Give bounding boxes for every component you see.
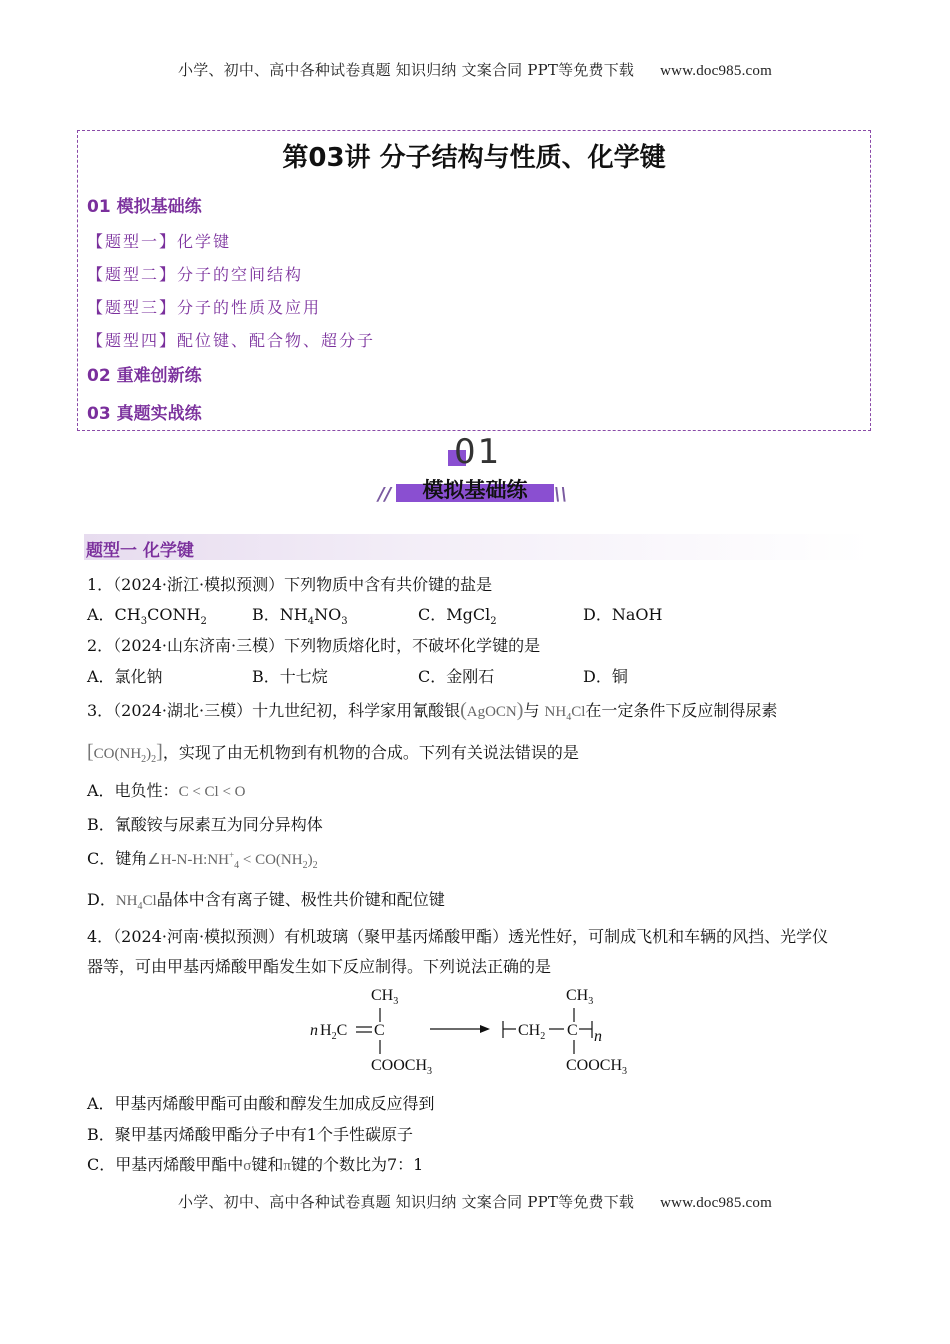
polymer-c: C [567, 1022, 578, 1039]
section-number: 01 [454, 432, 502, 472]
question-2-stem: 2．（2024·山东济南·三模）下列物质熔化时，不破坏化学键的是 [87, 636, 541, 655]
monomer-n: n [310, 1022, 318, 1039]
q2-option-c: C．金刚石 [418, 667, 495, 686]
monomer-ch3: $CH_3$ [371, 987, 399, 1007]
monomer-cooch3: $COOCH_3$ [371, 1057, 433, 1076]
q2-option-d: D．铜 [583, 667, 628, 686]
q3-option-d: D．$NH_4Cl$晶体中含有离子键、极性共价键和配位键 [87, 890, 445, 912]
toc-section-3: 03 真题实战练 [87, 404, 202, 424]
toc-title: 第03讲 分子结构与性质、化学键 [282, 143, 666, 173]
footer-url: www.doc985.com [660, 1195, 772, 1211]
polymer-cooch3: $COOCH_3$ [566, 1057, 628, 1076]
section-label: 模拟基础练 [422, 478, 528, 502]
q2-option-b: B．十七烷 [252, 667, 328, 686]
header-text: 小学、初中、高中各种试卷真题 知识归纳 文案合同 PPT等免费下载 [178, 61, 635, 79]
footer-text: 小学、初中、高中各种试卷真题 知识归纳 文案合同 PPT等免费下载 [178, 1193, 635, 1211]
polymer-ch3: $CH_3$ [566, 987, 594, 1007]
q1-option-b: B．$NH_4NO_3$ [252, 605, 348, 628]
polymerization-equation [300, 978, 640, 1076]
slash-left-icon: // [378, 484, 392, 505]
q2-option-a: A．氯化钠 [87, 667, 163, 686]
arrow-head-icon [480, 1025, 490, 1033]
page-header [0, 59, 950, 80]
q4-option-c: C．甲基丙烯酸甲酯中σ键和π键的个数比为7：1 [87, 1155, 424, 1174]
question-4-stem-2: 器等，可由甲基丙烯酸甲酯发生如下反应制得。下列说法正确的是 [87, 957, 552, 976]
polymer-n: n [594, 1028, 602, 1045]
question-4-stem: 4．（2024·河南·模拟预测）有机玻璃（聚甲基丙烯酸甲酯）透光性好，可制成飞机和车辆的风挡、光学仪 [87, 927, 829, 946]
page-footer [0, 1191, 950, 1212]
toc-item-3: 【题型三】分子的性质及应用 [87, 298, 322, 317]
question-1-stem: 1．（2024·浙江·模拟预测）下列物质中含有共价键的盐是 [87, 575, 493, 594]
section-badge [378, 432, 572, 508]
slash-right-icon: \\ [554, 484, 568, 505]
q1-option-a: A．$CH_3CONH_2$ [87, 605, 207, 628]
q3-option-b: B．氰酸铵与尿素互为同分异构体 [87, 815, 323, 834]
toc-section-1: 01 模拟基础练 [87, 197, 202, 217]
toc-item-1: 【题型一】化学键 [87, 232, 232, 251]
monomer-c: C [374, 1022, 385, 1039]
toc-item-4: 【题型四】配位键、配合物、超分子 [87, 331, 376, 350]
header-url: www.doc985.com [660, 63, 772, 79]
monomer-h2c: $H_2C$ [320, 1022, 348, 1042]
q4-option-b: B．聚甲基丙烯酸甲酯分子中有1个手性碳原子 [87, 1125, 413, 1144]
polymer-ch2: $CH_2$ [518, 1022, 546, 1042]
q4-option-a: A．甲基丙烯酸甲酯可由酸和醇发生加成反应得到 [87, 1094, 435, 1113]
toc-section-2: 02 重难创新练 [87, 366, 202, 386]
toc-item-2: 【题型二】分子的空间结构 [87, 265, 304, 284]
q1-option-d: D．NaOH [583, 605, 663, 624]
question-3-stem: 3．（2024·湖北·三模）十九世纪初，科学家用氰酸银(AgOCN)与 $NH_4Cl$在一定条件下反应制得尿素 [87, 699, 778, 723]
q1-option-c: C．MgCl$_2$ [418, 605, 497, 628]
type-heading: 题型一 化学键 [86, 541, 194, 561]
toc-box [77, 130, 871, 431]
q3-option-a: A．电负性：C < Cl < O [87, 781, 246, 800]
question-3-stem-2: $[CO(NH_2)_2]$，实现了由无机物到有机物的合成。下列有关说法错误的是 [87, 741, 579, 765]
q3-option-c: C．键角$\angle H-N-H:NH^+_4 < CO(NH_2)_2$ [87, 849, 318, 871]
type-heading-band [84, 534, 871, 560]
